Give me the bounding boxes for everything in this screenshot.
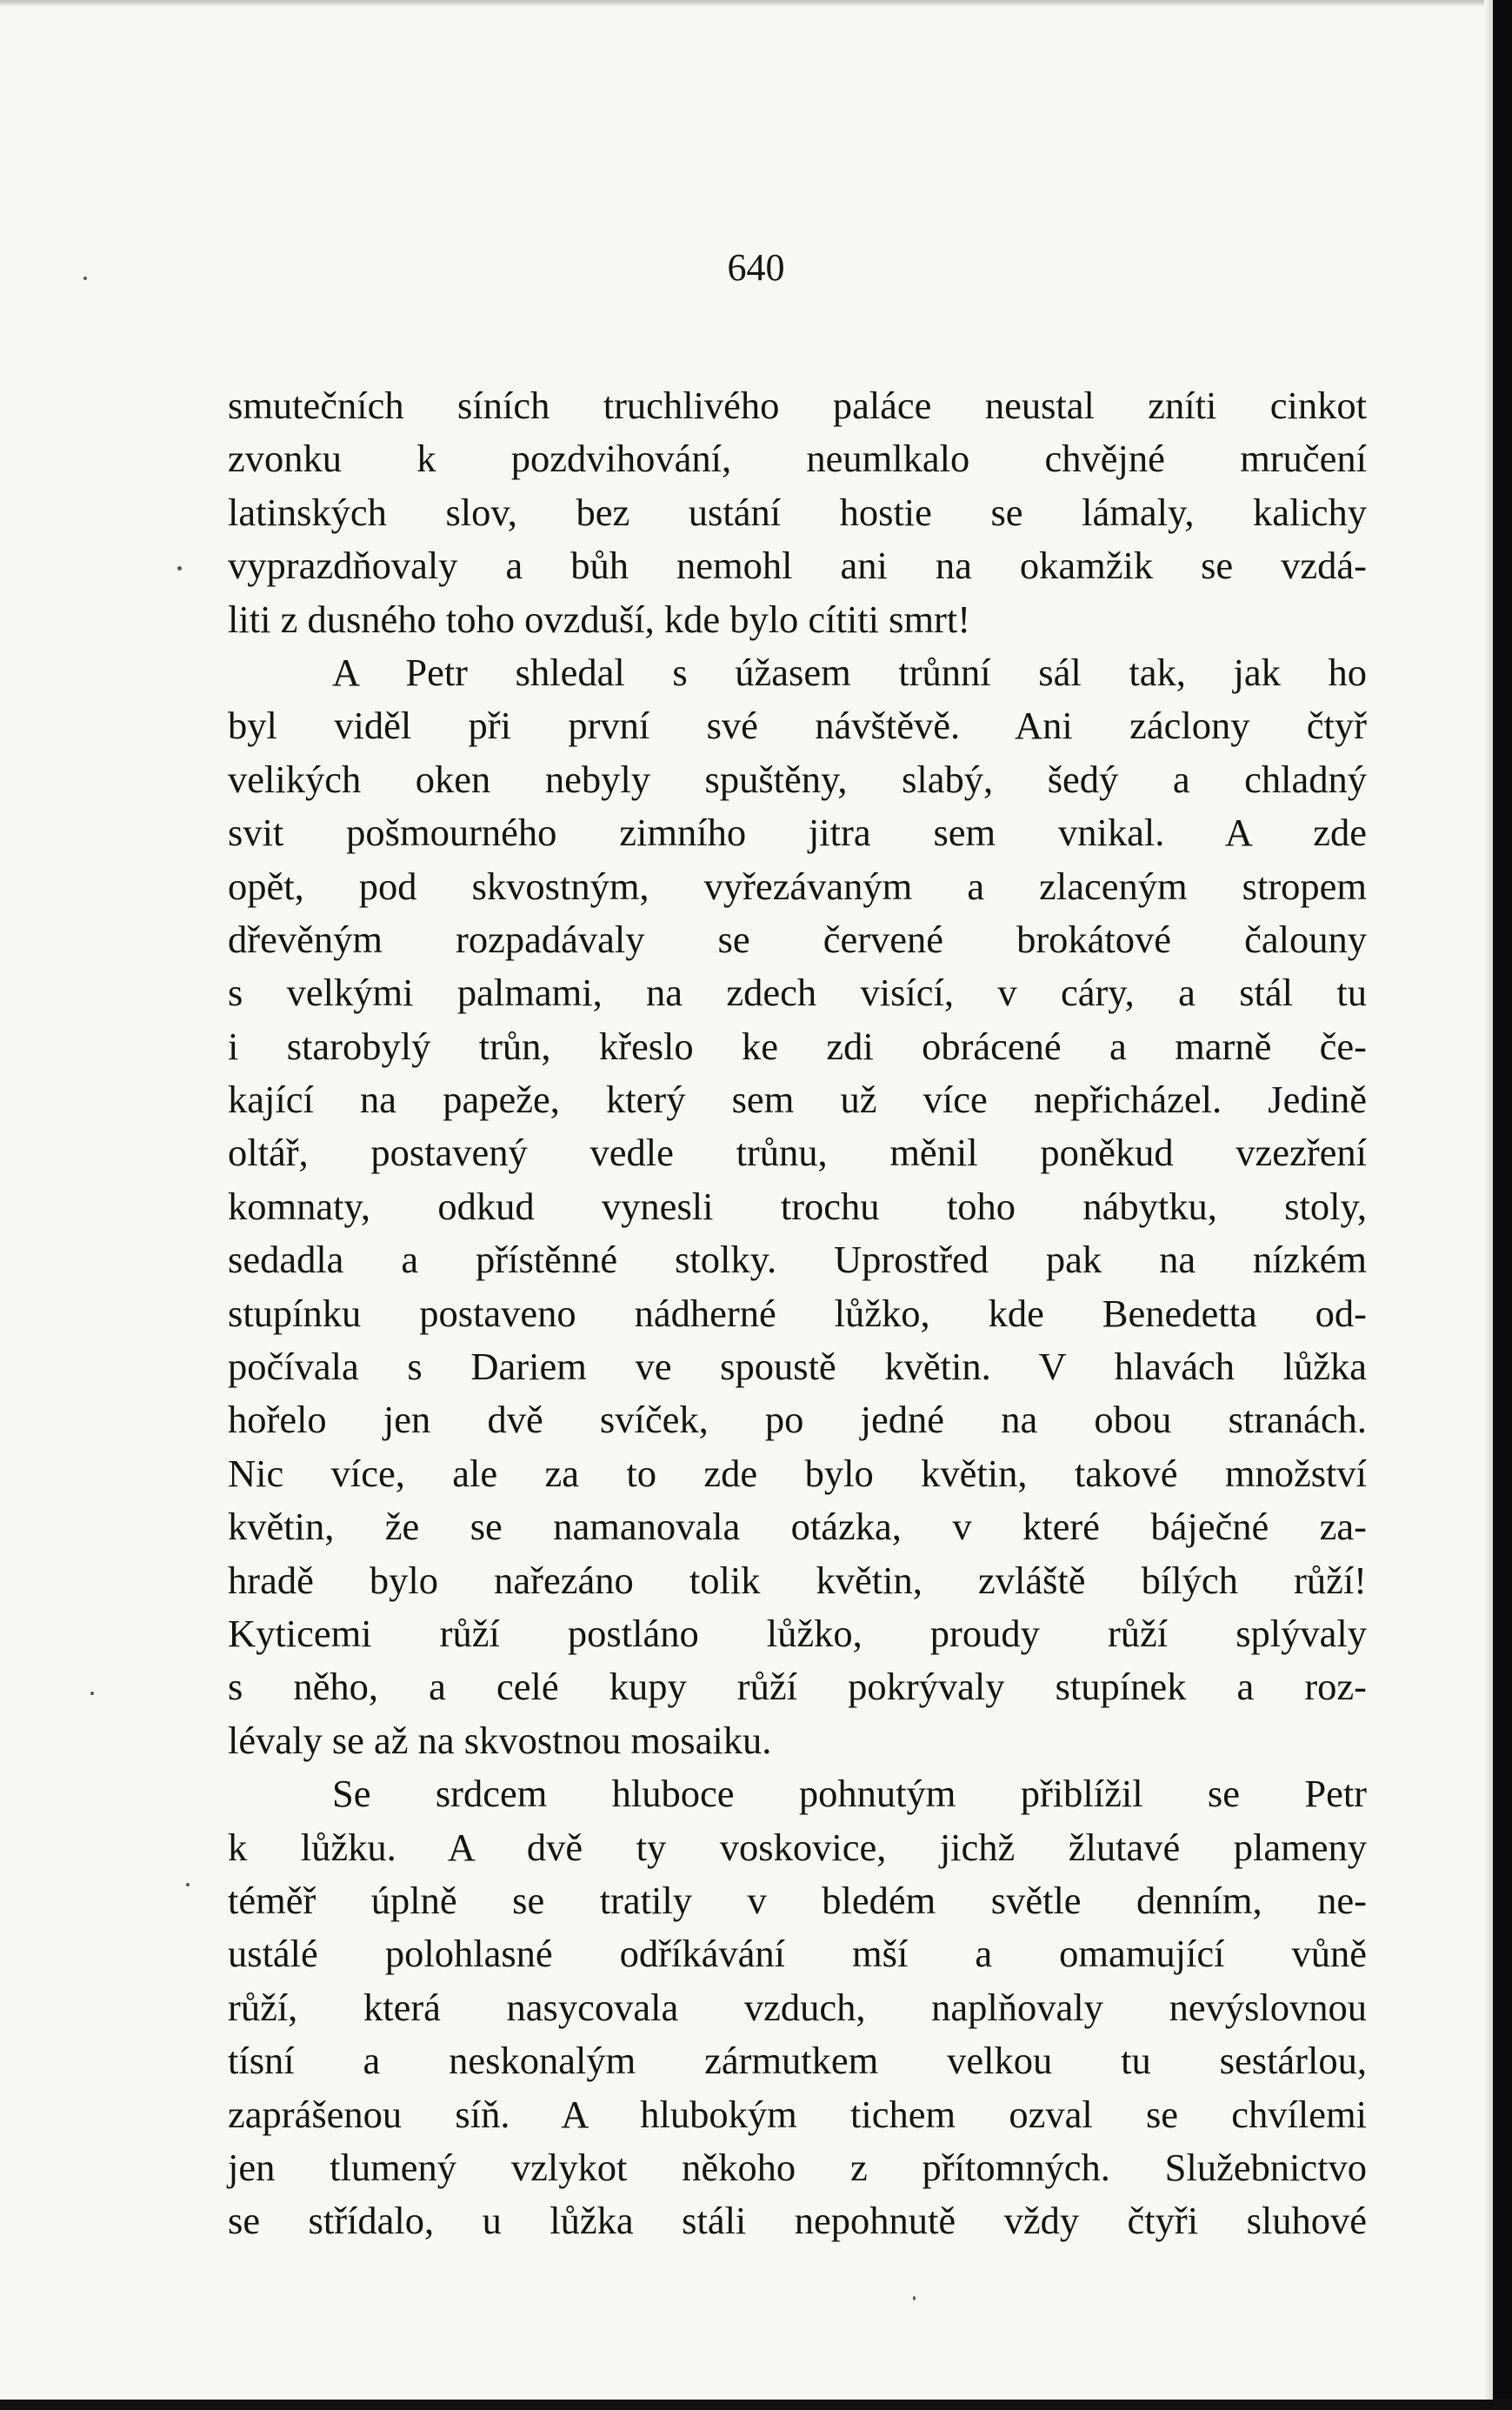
text-line: růží, která nasycovala vzduch, naplňovaly nevýslovnou [228, 1985, 1367, 2029]
scanner-border-right [1493, 0, 1512, 2410]
text-line: květin, že se namanovala otázka, v které báječné za- [228, 1505, 1367, 1549]
text-line: k lůžku. A dvě ty voskovice, jichž žlutavé plameny [228, 1825, 1367, 1869]
text-line: liti z dusného toho ovzduší, kde bylo cítiti smrt! [228, 597, 971, 641]
text-line: Kyticemi růží postláno lůžko, proudy růží splývaly [228, 1611, 1367, 1655]
text-line: s něho, a celé kupy růží pokrývaly stupínek a roz- [228, 1665, 1367, 1709]
text-line: dřevěným rozpadávaly se červené brokátové čalouny [228, 917, 1367, 961]
text-line: zvonku k pozdvihování, neumlkalo chvějné mručení [228, 437, 1367, 481]
text-line: vyprazdňovaly a bůh nemohl ani na okamžik se vzdá- [228, 544, 1367, 588]
text-line: s velkými palmami, na zdech visící, v cáry, a stál tu [228, 971, 1367, 1015]
text-line: počívala s Dariem ve spoustě květin. V hlavách lůžka [228, 1345, 1367, 1389]
text-line: opět, pod skvostným, vyřezávaným a zlaceným stropem [228, 864, 1367, 908]
scan-speck [913, 2296, 916, 2300]
text-line: jen tlumený vzlykot někoho z přítomných. Služebnictvo [228, 2145, 1367, 2189]
text-line: se střídalo, u lůžka stáli nepohnutě vždy čtyři sluhové [228, 2199, 1367, 2243]
text-line: tísní a neskonalým zármutkem velkou tu sestárlou, [228, 2039, 1367, 2083]
page-number: 640 [727, 246, 785, 289]
scanner-border-bottom [0, 2400, 1512, 2410]
text-line: téměř úplně se tratily v bledém světle denním, ne- [228, 1878, 1367, 1922]
text-line: Se srdcem hluboce pohnutým přiblížil se Petr [332, 1772, 1367, 1816]
text-line: velikých oken nebyly spuštěny, slabý, šedý a chladný [228, 757, 1367, 801]
body-text [228, 379, 1367, 2248]
text-line: latinských slov, bez ustání hostie se lámaly, kalichy [228, 490, 1367, 534]
text-line: ustálé polohlasné odříkávání mší a omamující vůně [228, 1932, 1367, 1976]
text-line: sedadla a přístěnné stolky. Uprostřed pak na nízkém [228, 1238, 1367, 1282]
text-line: zaprášenou síň. A hlubokým tichem ozval se chvílemi [228, 2092, 1367, 2136]
text-line: stupínku postaveno nádherné lůžko, kde Benedetta od- [228, 1291, 1367, 1335]
text-line: lévaly se až na skvostnou mosaiku. [228, 1718, 772, 1762]
text-line: A Petr shledal s úžasem trůnní sál tak, jak ho [332, 650, 1367, 694]
text-line: oltář, postavený vedle trůnu, měnil poněkud vzezření [228, 1131, 1367, 1175]
text-line: kající na papeže, který sem už více nepřicházel. Jedině [228, 1078, 1367, 1122]
scan-speck [90, 1692, 94, 1695]
scan-speck [177, 566, 182, 571]
page-right-shadow [1484, 0, 1493, 2410]
scan-speck [186, 1883, 190, 1886]
text-line: komnaty, odkud vynesli trochu toho nábytku, stoly, [228, 1184, 1367, 1228]
text-line: hořelo jen dvě svíček, po jedné na obou stranách. [228, 1398, 1367, 1442]
text-line: svit pošmourného zimního jitra sem vnikal. A zde [228, 811, 1367, 855]
text-line: smutečních síních truchlivého paláce neustal zníti cinkot [228, 384, 1367, 427]
text-line: byl viděl při první své návštěvě. Ani záclony čtyř [228, 704, 1367, 748]
text-line: i starobylý trůn, křeslo ke zdi obrácené a marně če- [228, 1024, 1367, 1068]
text-line: hradě bylo nařezáno tolik květin, zvláště bílých růží! [228, 1558, 1367, 1602]
text-line: Nic více, ale za to zde bylo květin, takové množství [228, 1451, 1367, 1495]
page-top-shadow [0, 0, 1512, 7]
